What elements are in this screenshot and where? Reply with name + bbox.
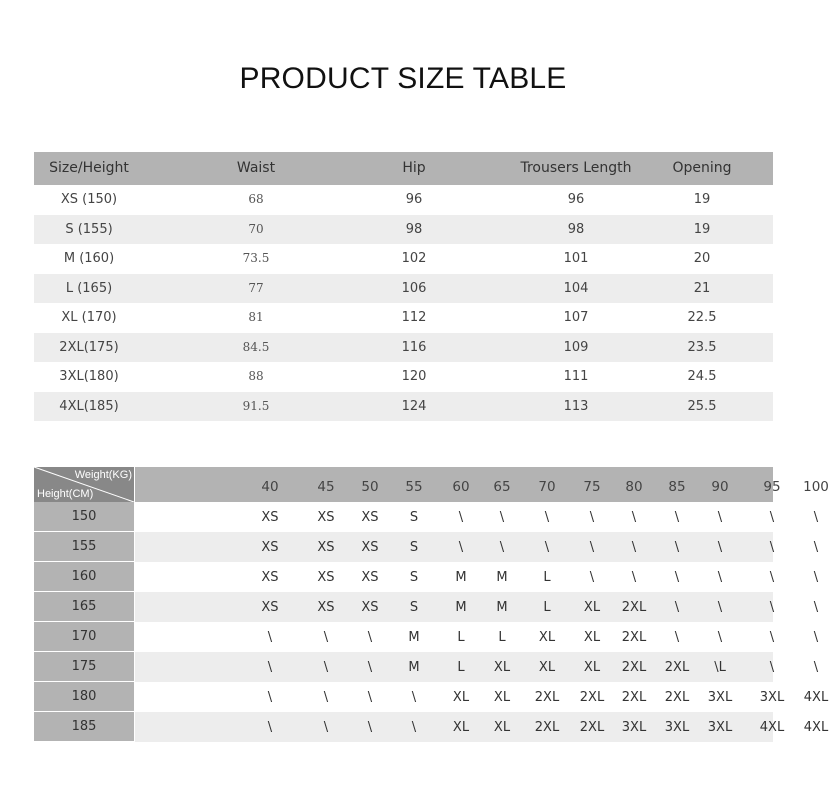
size-cell: \ bbox=[367, 630, 373, 645]
size-cell: \ bbox=[589, 570, 595, 585]
waist-cell: 91.5 bbox=[242, 398, 270, 413]
size-cell: \ bbox=[544, 540, 550, 555]
size-cell: \ bbox=[267, 660, 273, 675]
height-cell: 175 bbox=[34, 652, 134, 681]
size-cell: \ bbox=[717, 600, 723, 615]
waist-cell: 77 bbox=[248, 280, 264, 295]
length-cell: 101 bbox=[563, 251, 589, 266]
opening-cell: 21 bbox=[693, 280, 711, 296]
size-cell: \ bbox=[674, 540, 680, 555]
waist-cell: 70 bbox=[248, 221, 264, 236]
height-cell: 185 bbox=[34, 712, 134, 741]
size-cell: \ bbox=[458, 540, 464, 555]
weight-header-cell: 80 bbox=[625, 479, 643, 495]
header-waist: Waist bbox=[236, 160, 276, 176]
opening-cell: 25.5 bbox=[687, 398, 717, 414]
size-cell: S bbox=[409, 600, 419, 615]
size-cell: L bbox=[543, 600, 551, 615]
header-size-height: Size/Height bbox=[49, 160, 129, 176]
size-cell: 3XL bbox=[707, 720, 733, 735]
size-cell: 2XL bbox=[534, 690, 560, 705]
waist-cell: 73.5 bbox=[242, 251, 270, 265]
weight-header-cell: 60 bbox=[452, 479, 470, 495]
size-cell: XL bbox=[452, 690, 470, 705]
hip-cell: 98 bbox=[405, 221, 423, 237]
hip-cell: 112 bbox=[401, 310, 427, 325]
size-cell: XS (150) bbox=[60, 192, 118, 207]
waist-cell: 81 bbox=[248, 310, 264, 324]
size-cell: XL (170) bbox=[61, 310, 117, 325]
table-row bbox=[34, 333, 773, 363]
size-table bbox=[34, 152, 773, 421]
size-cell: 4XL bbox=[759, 720, 785, 735]
opening-cell: 22.5 bbox=[687, 310, 717, 325]
size-cell: \ bbox=[769, 600, 775, 615]
size-cell: XL bbox=[538, 660, 556, 675]
opening-cell: 19 bbox=[693, 192, 711, 207]
length-cell: 98 bbox=[567, 221, 585, 237]
weight-header-cell: 75 bbox=[583, 479, 601, 495]
size-cell: \ bbox=[813, 510, 819, 525]
size-row-bar bbox=[135, 622, 819, 652]
size-cell: \ bbox=[769, 510, 775, 525]
table-row bbox=[34, 274, 773, 304]
table-row bbox=[34, 712, 829, 742]
size-cell: 3XL bbox=[707, 690, 733, 705]
corner-height-label: Height(CM) bbox=[37, 488, 94, 500]
size-cell: 2XL bbox=[579, 720, 605, 735]
size-cell: XS bbox=[317, 540, 335, 555]
size-cell: \ bbox=[267, 720, 273, 735]
size-cell: \ bbox=[589, 540, 595, 555]
weight-header-cell: 65 bbox=[493, 479, 511, 495]
height-cell: 150 bbox=[34, 502, 134, 531]
weight-header-cell: 90 bbox=[711, 479, 729, 495]
height-cell: 170 bbox=[34, 622, 134, 651]
size-cell: XS bbox=[261, 600, 279, 615]
size-cell: XL bbox=[493, 690, 511, 705]
size-cell: \ bbox=[813, 540, 819, 555]
size-cell: XS bbox=[361, 600, 379, 615]
table-row bbox=[34, 185, 773, 215]
size-cell: \ bbox=[631, 540, 637, 555]
size-cell: XS bbox=[317, 570, 335, 585]
table-row bbox=[34, 392, 773, 422]
size-cell: \ bbox=[717, 630, 723, 645]
hip-cell: 106 bbox=[401, 280, 427, 296]
size-cell: XS bbox=[317, 600, 335, 615]
header-opening: Opening bbox=[672, 160, 732, 176]
weight-header-cell: 95 bbox=[763, 479, 781, 495]
table-row bbox=[34, 682, 829, 712]
size-row-bar bbox=[135, 682, 829, 712]
weight-header-cell: 40 bbox=[261, 479, 279, 495]
size-cell: \ bbox=[769, 660, 775, 675]
length-cell: 107 bbox=[563, 310, 589, 325]
height-cell: 155 bbox=[34, 532, 134, 561]
height-cell: 180 bbox=[34, 682, 134, 711]
length-cell: 96 bbox=[567, 192, 585, 207]
size-row-bar bbox=[135, 532, 819, 562]
opening-cell: 23.5 bbox=[687, 339, 717, 355]
size-cell: M bbox=[496, 600, 508, 615]
size-cell: \ bbox=[458, 510, 464, 525]
weight-height-table bbox=[34, 467, 829, 742]
table-row bbox=[34, 622, 819, 652]
size-cell: XS bbox=[261, 510, 279, 525]
corner-weight-label: Weight(KG) bbox=[74, 469, 132, 481]
table-row bbox=[34, 592, 819, 622]
hip-cell: 96 bbox=[405, 192, 423, 207]
size-cell: 3XL bbox=[621, 720, 647, 735]
page-title: PRODUCT SIZE TABLE bbox=[239, 62, 567, 95]
weight-header-cell: 100 bbox=[803, 479, 829, 495]
size-cell: M (160) bbox=[63, 251, 115, 266]
size-cell: XS bbox=[361, 540, 379, 555]
weight-header-cell: 50 bbox=[361, 479, 379, 495]
size-cell: M bbox=[408, 630, 420, 645]
header-hip: Hip bbox=[402, 160, 426, 176]
size-cell: XL bbox=[583, 630, 601, 645]
size-cell: \ bbox=[323, 690, 329, 705]
size-row-bar bbox=[135, 502, 819, 532]
size-cell: \ bbox=[411, 690, 417, 705]
size-cell: \ bbox=[267, 630, 273, 645]
size-cell: XL bbox=[452, 720, 470, 735]
size-cell: XS bbox=[361, 570, 379, 585]
size-cell: 2XL bbox=[664, 690, 690, 705]
size-cell: 4XL bbox=[803, 720, 829, 735]
size-cell: 2XL bbox=[534, 720, 560, 735]
size-cell: \ bbox=[813, 570, 819, 585]
weight-header-cell: 70 bbox=[538, 479, 556, 495]
size-cell: \ bbox=[674, 510, 680, 525]
size-cell: L bbox=[457, 630, 465, 645]
size-row-bar bbox=[135, 712, 829, 742]
size-cell: \ bbox=[769, 570, 775, 585]
size-cell: \ bbox=[323, 660, 329, 675]
size-cell: XS bbox=[361, 510, 379, 525]
size-cell: \ bbox=[717, 510, 723, 525]
size-cell: M bbox=[455, 600, 467, 615]
weight-header-cell: 45 bbox=[317, 479, 335, 495]
hip-cell: 116 bbox=[401, 339, 427, 355]
length-cell: 111 bbox=[563, 369, 589, 384]
height-cell: 160 bbox=[34, 562, 134, 591]
size-cell: M bbox=[408, 660, 420, 675]
table-row bbox=[34, 362, 773, 392]
size-cell: 2XL bbox=[621, 660, 647, 675]
table-row bbox=[34, 244, 773, 274]
table-row bbox=[34, 532, 819, 562]
size-cell: XL bbox=[493, 660, 511, 675]
length-cell: 113 bbox=[563, 398, 589, 414]
size-cell: \ bbox=[769, 630, 775, 645]
size-cell: \ bbox=[813, 660, 819, 675]
size-cell: \ bbox=[367, 690, 373, 705]
table-corner-cell bbox=[34, 467, 134, 502]
size-cell: 2XL bbox=[621, 690, 647, 705]
table-row bbox=[34, 652, 819, 682]
hip-cell: 102 bbox=[401, 251, 427, 266]
size-cell: \ bbox=[267, 690, 273, 705]
size-cell: 2XL bbox=[621, 630, 647, 645]
size-row-bar bbox=[135, 562, 819, 592]
weight-header-bar bbox=[135, 467, 829, 502]
size-cell: \ bbox=[589, 510, 595, 525]
table-row bbox=[34, 303, 773, 333]
size-cell: 4XL(185) bbox=[59, 398, 119, 414]
size-cell: L (165) bbox=[65, 280, 113, 296]
size-cell: 2XL(175) bbox=[59, 339, 119, 355]
size-cell: L bbox=[543, 570, 551, 585]
size-cell: \ bbox=[674, 630, 680, 645]
header-trousers-length: Trousers Length bbox=[520, 160, 632, 176]
waist-cell: 68 bbox=[248, 192, 264, 206]
weight-header-cell: 85 bbox=[668, 479, 686, 495]
length-cell: 109 bbox=[563, 339, 589, 355]
size-cell: S (155) bbox=[65, 221, 113, 237]
size-cell: \L bbox=[714, 660, 726, 675]
size-cell: 3XL bbox=[759, 690, 785, 705]
size-cell: L bbox=[457, 660, 465, 675]
size-cell: \ bbox=[717, 570, 723, 585]
table-row bbox=[34, 215, 773, 245]
size-cell: \ bbox=[499, 540, 505, 555]
size-cell: 3XL(180) bbox=[59, 369, 119, 384]
size-cell: \ bbox=[411, 720, 417, 735]
size-row-bar bbox=[135, 652, 819, 682]
waist-cell: 84.5 bbox=[242, 339, 270, 354]
height-cell: 165 bbox=[34, 592, 134, 621]
waist-cell: 88 bbox=[248, 369, 264, 383]
size-cell: XS bbox=[317, 510, 335, 525]
hip-cell: 120 bbox=[401, 369, 427, 384]
size-cell: \ bbox=[674, 570, 680, 585]
size-cell: XS bbox=[261, 540, 279, 555]
table-row bbox=[34, 502, 819, 532]
hip-cell: 124 bbox=[401, 398, 427, 414]
size-cell: \ bbox=[717, 540, 723, 555]
size-cell: XS bbox=[261, 570, 279, 585]
length-cell: 104 bbox=[563, 280, 589, 296]
opening-cell: 24.5 bbox=[687, 369, 717, 384]
size-cell: \ bbox=[323, 630, 329, 645]
size-cell: M bbox=[455, 570, 467, 585]
size-cell: 2XL bbox=[621, 600, 647, 615]
size-cell: \ bbox=[813, 630, 819, 645]
size-cell: 3XL bbox=[664, 720, 690, 735]
size-cell: \ bbox=[631, 570, 637, 585]
size-cell: XL bbox=[493, 720, 511, 735]
size-row-bar bbox=[135, 592, 819, 622]
size-cell: 2XL bbox=[579, 690, 605, 705]
size-cell: \ bbox=[631, 510, 637, 525]
size-cell: \ bbox=[323, 720, 329, 735]
size-cell: \ bbox=[674, 600, 680, 615]
size-cell: S bbox=[409, 510, 419, 525]
size-cell: 4XL bbox=[803, 690, 829, 705]
size-cell: 2XL bbox=[664, 660, 690, 675]
size-cell: S bbox=[409, 570, 419, 585]
size-cell: \ bbox=[544, 510, 550, 525]
size-cell: M bbox=[496, 570, 508, 585]
weight-header-cell: 55 bbox=[405, 479, 423, 495]
size-cell: L bbox=[498, 630, 506, 645]
table-row bbox=[34, 562, 819, 592]
size-cell: S bbox=[409, 540, 419, 555]
size-table-header bbox=[34, 152, 773, 185]
size-cell: \ bbox=[499, 510, 505, 525]
size-cell: \ bbox=[813, 600, 819, 615]
size-cell: XL bbox=[583, 600, 601, 615]
opening-cell: 20 bbox=[693, 251, 711, 266]
size-cell: \ bbox=[367, 660, 373, 675]
opening-cell: 19 bbox=[693, 221, 711, 237]
weight-table-header bbox=[34, 467, 829, 502]
size-cell: XL bbox=[538, 630, 556, 645]
size-cell: XL bbox=[583, 660, 601, 675]
size-cell: \ bbox=[769, 540, 775, 555]
size-cell: \ bbox=[367, 720, 373, 735]
